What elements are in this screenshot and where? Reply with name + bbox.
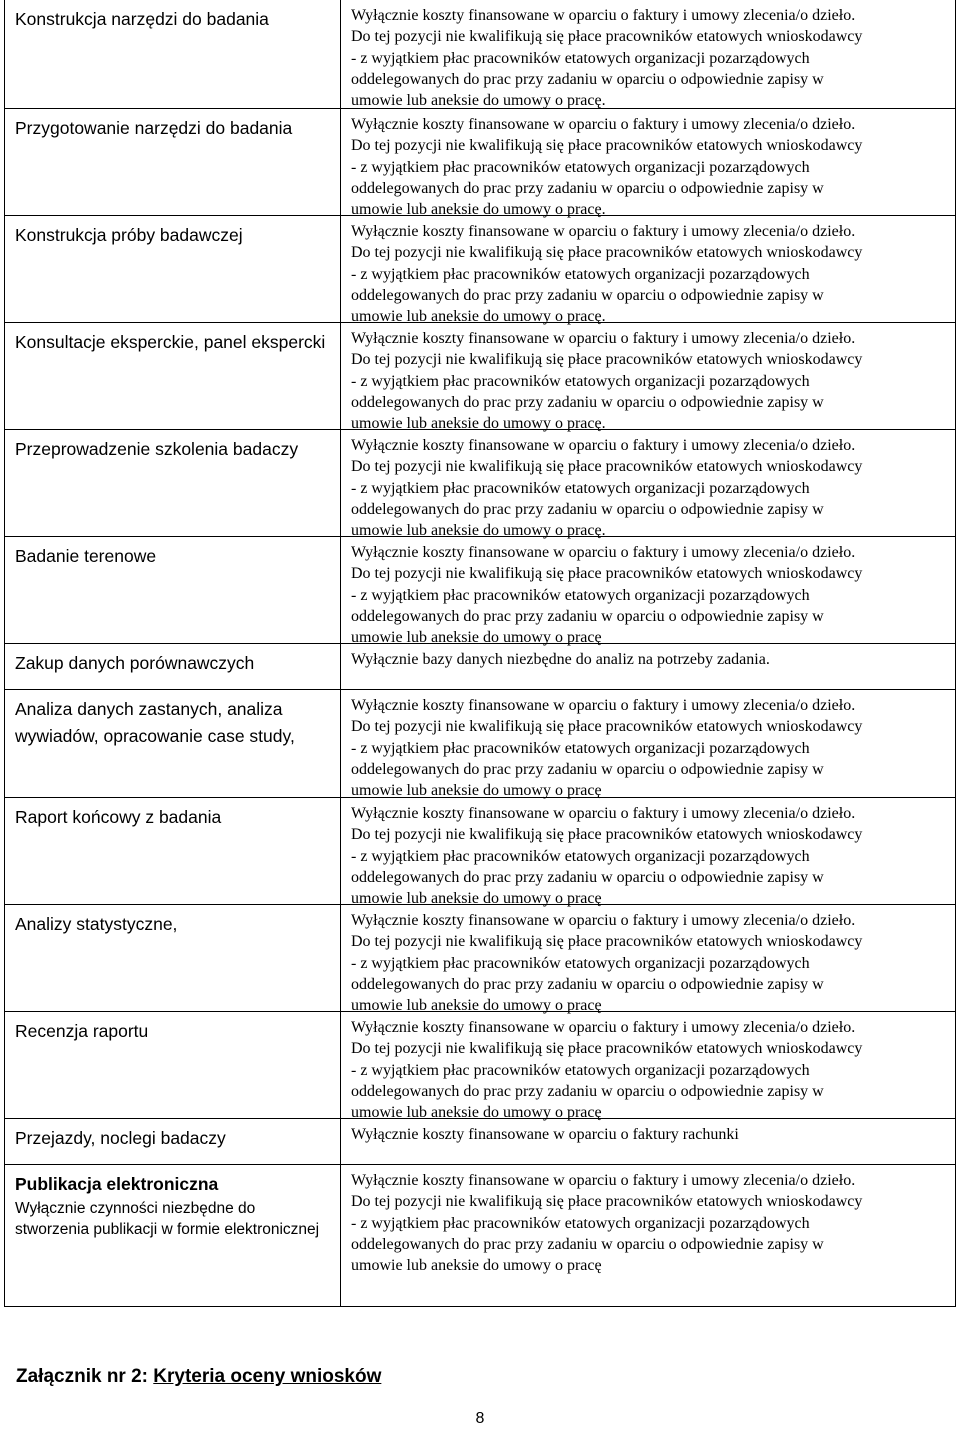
cost-category: Przeprowadzenie szkolenia badaczy <box>15 439 299 459</box>
rule-line: umowie lub aneksie do umowy o pracę. <box>351 415 606 433</box>
cost-category: Przygotowanie narzędzi do badania <box>15 118 293 138</box>
table-row <box>5 1118 955 1164</box>
rule-line: oddelegowanych do prac przy zadaniu w oparciu o odpowiednie zapisy w <box>351 70 824 88</box>
rule-line: umowie lub aneksie do umowy o pracę <box>351 1104 602 1122</box>
cost-category: Konsultacje eksperckie, panel ekspercki <box>15 332 326 352</box>
rule-line: - z wyjątkiem płac pracowników etatowych organizacji pozarządowych <box>351 49 810 67</box>
table-row <box>5 536 955 647</box>
table-row <box>5 1164 955 1306</box>
cost-category: Recenzja raportu <box>15 1021 149 1041</box>
cost-rules <box>351 1170 951 1276</box>
cost-category-title: Publikacja elektroniczna <box>15 1174 219 1194</box>
table-row <box>5 0 955 108</box>
column-divider <box>340 1012 341 1118</box>
column-divider <box>340 644 341 689</box>
rule-line: Wyłącznie koszty finansowane w oparciu o faktury i umowy zlecenia/o dzieło. <box>351 437 856 454</box>
table-row <box>5 797 955 908</box>
rule-line: Wyłącznie koszty finansowane w oparciu o faktury i umowy zlecenia/o dzieło. <box>351 1019 856 1036</box>
cost-category: Badanie terenowe <box>15 546 157 566</box>
rule-line: oddelegowanych do prac przy zadaniu w oparciu o odpowiednie zapisy w <box>351 500 824 518</box>
rule-line: Do tej pozycji nie kwalifikują się płace pracowników etatowych wnioskodawcy <box>351 565 863 583</box>
cost-rules <box>351 435 951 541</box>
annex-link[interactable]: Kryteria oceny wniosków <box>153 1366 382 1387</box>
rule-line: Wyłącznie bazy danych niezbędne do analiz na potrzeby zadania. <box>351 651 770 668</box>
rule-line: oddelegowanych do prac przy zadaniu w oparciu o odpowiednie zapisy w <box>351 179 824 197</box>
rule-line: oddelegowanych do prac przy zadaniu w oparciu o odpowiednie zapisy w <box>351 1082 824 1100</box>
cost-rules <box>351 5 951 111</box>
rule-line: - z wyjątkiem płac pracowników etatowych organizacji pozarządowych <box>351 479 810 497</box>
rule-line: Wyłącznie koszty finansowane w oparciu o faktury i umowy zlecenia/o dzieło. <box>351 223 856 240</box>
rule-line: Wyłącznie koszty finansowane w oparciu o faktury i umowy zlecenia/o dzieło. <box>351 116 856 133</box>
rule-line: oddelegowanych do prac przy zadaniu w oparciu o odpowiednie zapisy w <box>351 607 824 625</box>
column-divider <box>340 323 341 429</box>
cost-rules <box>351 649 951 670</box>
rule-line: - z wyjątkiem płac pracowników etatowych organizacji pozarządowych <box>351 586 810 604</box>
rule-line: umowie lub aneksie do umowy o pracę <box>351 890 602 908</box>
rule-line: oddelegowanych do prac przy zadaniu w oparciu o odpowiednie zapisy w <box>351 760 824 778</box>
rule-line: Do tej pozycji nie kwalifikują się płace pracowników etatowych wnioskodawcy <box>351 826 863 844</box>
cost-category: Konstrukcja narzędzi do badania <box>15 9 269 29</box>
cost-rules <box>351 1017 951 1123</box>
annex-prefix: Załącznik nr 2: <box>16 1366 148 1387</box>
cost-rules <box>351 328 951 434</box>
annex-heading <box>16 1366 381 1388</box>
rule-line: Do tej pozycji nie kwalifikują się płace pracowników etatowych wnioskodawcy <box>351 718 863 736</box>
rule-line: umowie lub aneksie do umowy o pracę. <box>351 201 606 219</box>
rule-line: umowie lub aneksie do umowy o pracę <box>351 997 602 1015</box>
cost-category-note: Wyłącznie czynności niezbędne do stworzenia publikacji w formie elektronicznej <box>15 1200 320 1238</box>
rule-line: umowie lub aneksie do umowy o pracę. <box>351 522 606 540</box>
table-row <box>5 1011 955 1122</box>
column-divider <box>340 690 341 797</box>
cost-category: Konstrukcja próby badawczej <box>15 225 243 245</box>
column-divider <box>340 0 341 108</box>
rule-line: - z wyjątkiem płac pracowników etatowych organizacji pozarządowych <box>351 158 810 176</box>
cost-rules <box>351 114 951 220</box>
rule-line: Wyłącznie koszty finansowane w oparciu o faktury i umowy zlecenia/o dzieło. <box>351 544 856 561</box>
rule-line: Do tej pozycji nie kwalifikują się płace pracowników etatowych wnioskodawcy <box>351 1193 863 1211</box>
rule-line: umowie lub aneksie do umowy o pracę <box>351 629 602 647</box>
rule-line: Do tej pozycji nie kwalifikują się płace pracowników etatowych wnioskodawcy <box>351 28 863 46</box>
rule-line: Wyłącznie koszty finansowane w oparciu o faktury i umowy zlecenia/o dzieło. <box>351 330 856 347</box>
rule-line: oddelegowanych do prac przy zadaniu w oparciu o odpowiednie zapisy w <box>351 393 824 411</box>
rule-line: oddelegowanych do prac przy zadaniu w oparciu o odpowiednie zapisy w <box>351 1235 824 1253</box>
cost-category: Analiza danych zastanych, analiza wywiadów, opracowanie case study, <box>15 699 295 746</box>
cost-rules <box>351 910 951 1016</box>
table-row <box>5 215 955 326</box>
rule-line: - z wyjątkiem płac pracowników etatowych organizacji pozarządowych <box>351 265 810 283</box>
column-divider <box>340 1119 341 1164</box>
cost-category: Przejazdy, noclegi badaczy <box>15 1128 226 1148</box>
rule-line: umowie lub aneksie do umowy o pracę <box>351 1257 602 1275</box>
rule-line: - z wyjątkiem płac pracowników etatowych organizacji pozarządowych <box>351 954 810 972</box>
cost-rules <box>351 1124 951 1145</box>
table-row <box>5 108 955 219</box>
rule-line: Wyłącznie koszty finansowane w oparciu o faktury i umowy zlecenia/o dzieło. <box>351 7 856 24</box>
rule-line: - z wyjątkiem płac pracowników etatowych organizacji pozarządowych <box>351 372 810 390</box>
rule-line: Do tej pozycji nie kwalifikują się płace pracowników etatowych wnioskodawcy <box>351 137 863 155</box>
rule-line: Do tej pozycji nie kwalifikują się płace pracowników etatowych wnioskodawcy <box>351 244 863 262</box>
cost-category: Analizy statystyczne, <box>15 914 178 934</box>
rule-line: Wyłącznie koszty finansowane w oparciu o faktury rachunki <box>351 1126 739 1143</box>
cost-rules <box>351 695 951 801</box>
cost-rules <box>351 542 951 648</box>
cost-category: Zakup danych porównawczych <box>15 653 255 673</box>
table-row <box>5 643 955 689</box>
cost-category <box>15 1171 333 1240</box>
rule-line: Wyłącznie koszty finansowane w oparciu o faktury i umowy zlecenia/o dzieło. <box>351 1172 856 1189</box>
rule-line: Do tej pozycji nie kwalifikują się płace pracowników etatowych wnioskodawcy <box>351 458 863 476</box>
rule-line: umowie lub aneksie do umowy o pracę. <box>351 308 606 326</box>
column-divider <box>340 430 341 536</box>
column-divider <box>340 905 341 1011</box>
cost-eligibility-table <box>4 0 956 1307</box>
cost-rules <box>351 803 951 909</box>
table-row <box>5 689 955 800</box>
rule-line: - z wyjątkiem płac pracowników etatowych organizacji pozarządowych <box>351 847 810 865</box>
rule-line: Wyłącznie koszty finansowane w oparciu o faktury i umowy zlecenia/o dzieło. <box>351 912 856 929</box>
rule-line: Wyłącznie koszty finansowane w oparciu o faktury i umowy zlecenia/o dzieło. <box>351 697 856 714</box>
rule-line: - z wyjątkiem płac pracowników etatowych organizacji pozarządowych <box>351 739 810 757</box>
column-divider <box>340 109 341 215</box>
column-divider <box>340 1165 341 1306</box>
rule-line: Do tej pozycji nie kwalifikują się płace pracowników etatowych wnioskodawcy <box>351 933 863 951</box>
rule-line: umowie lub aneksie do umowy o pracę <box>351 782 602 800</box>
rule-line: oddelegowanych do prac przy zadaniu w oparciu o odpowiednie zapisy w <box>351 286 824 304</box>
column-divider <box>340 216 341 322</box>
rule-line: Do tej pozycji nie kwalifikują się płace pracowników etatowych wnioskodawcy <box>351 1040 863 1058</box>
rule-line: oddelegowanych do prac przy zadaniu w oparciu o odpowiednie zapisy w <box>351 975 824 993</box>
rule-line: umowie lub aneksie do umowy o pracę. <box>351 92 606 110</box>
rule-line: oddelegowanych do prac przy zadaniu w oparciu o odpowiednie zapisy w <box>351 868 824 886</box>
rule-line: Do tej pozycji nie kwalifikują się płace pracowników etatowych wnioskodawcy <box>351 351 863 369</box>
cost-rules <box>351 221 951 327</box>
table-row <box>5 904 955 1015</box>
column-divider <box>340 798 341 904</box>
cost-category: Raport końcowy z badania <box>15 807 222 827</box>
rule-line: - z wyjątkiem płac pracowników etatowych organizacji pozarządowych <box>351 1214 810 1232</box>
column-divider <box>340 537 341 643</box>
rule-line: Wyłącznie koszty finansowane w oparciu o faktury i umowy zlecenia/o dzieło. <box>351 805 856 822</box>
page-number: 8 <box>475 1410 485 1427</box>
table-row <box>5 322 955 433</box>
table-row <box>5 429 955 540</box>
rule-line: - z wyjątkiem płac pracowników etatowych organizacji pozarządowych <box>351 1061 810 1079</box>
